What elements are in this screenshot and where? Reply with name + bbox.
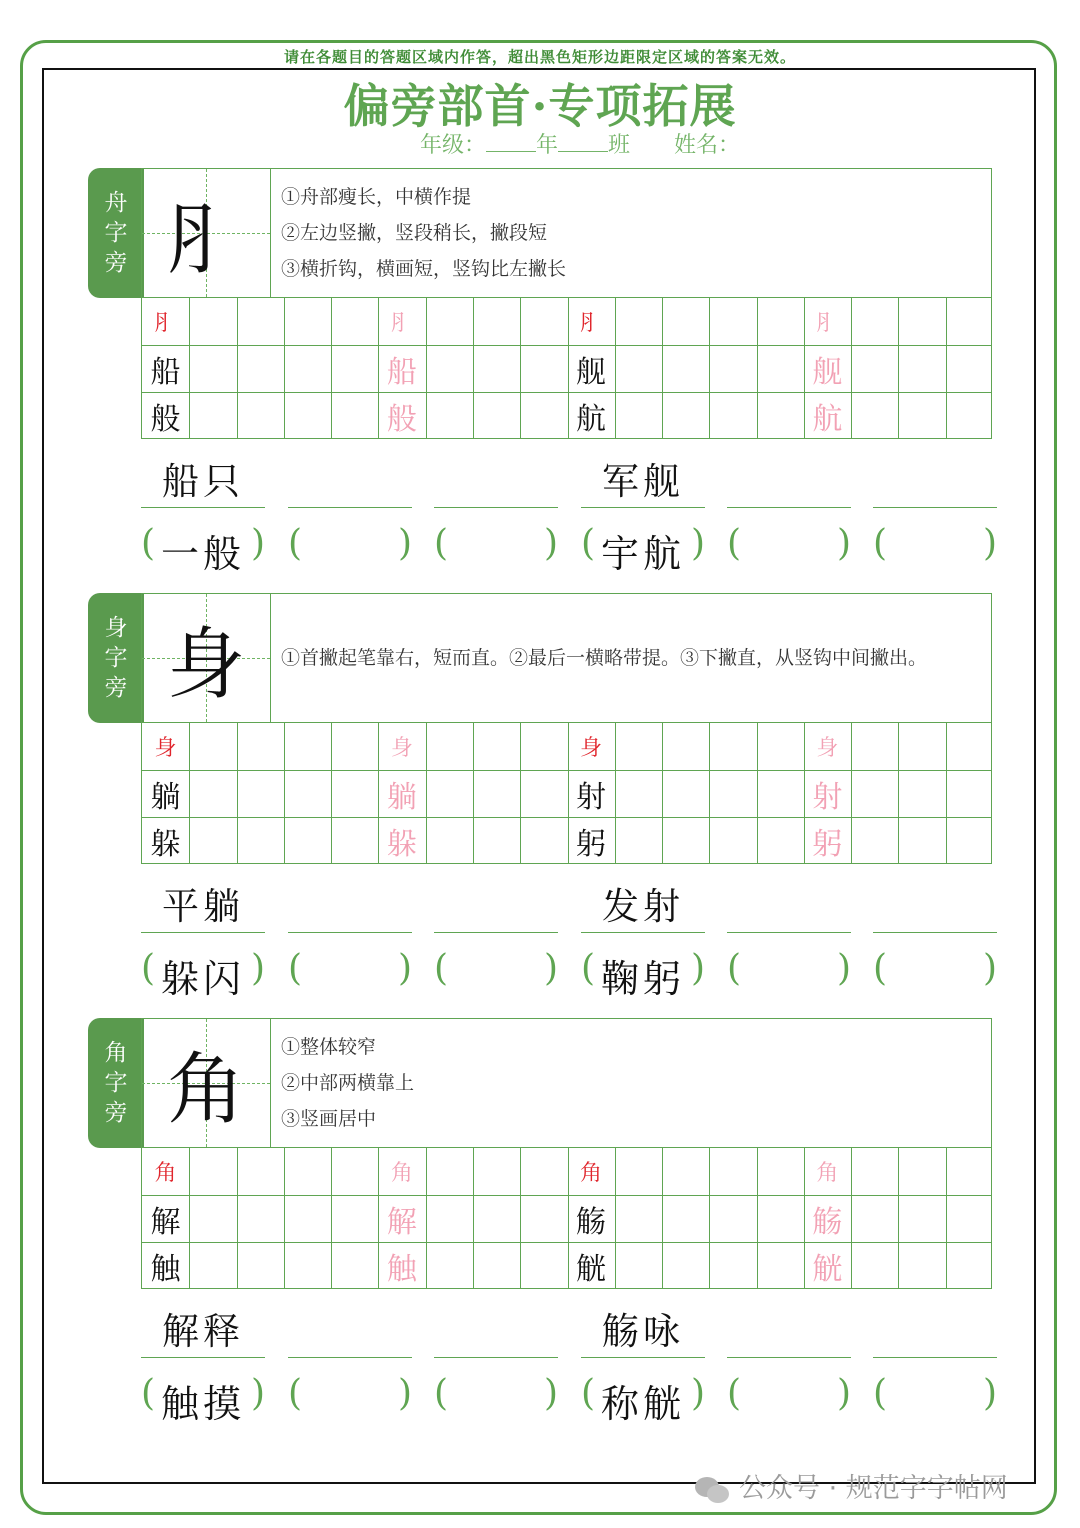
word-slot[interactable]: [873, 458, 997, 508]
writing-tips: [270, 1018, 992, 1148]
tab-char: 旁: [104, 1100, 128, 1126]
tab-char: 身: [104, 615, 128, 641]
left-paren: (: [581, 1373, 596, 1414]
right-paren: ): [543, 523, 558, 564]
tab-char: 舟: [104, 190, 128, 216]
right-paren: ): [690, 523, 705, 564]
paren-slot: [141, 1373, 265, 1426]
right-paren: ): [250, 523, 265, 564]
paren-slot: [581, 523, 705, 576]
name-label: 姓名：: [674, 133, 741, 158]
paren-slot: [141, 948, 265, 1001]
section-tab: [88, 593, 144, 723]
wechat-icon: [695, 1475, 731, 1505]
paren-row: [0, 523, 1080, 583]
radical-model-box: [141, 1018, 271, 1148]
grid-char: 身: [390, 736, 413, 761]
grid-char: ⺼: [580, 311, 603, 336]
tab-char: 旁: [104, 250, 128, 276]
radical-model-box: [141, 168, 271, 298]
paren-slot[interactable]: [288, 523, 412, 573]
paren-slot[interactable]: [873, 948, 997, 998]
page-title: 偏旁部首·专项拓展: [343, 79, 737, 133]
practice-grid[interactable]: [141, 297, 992, 439]
left-paren: (: [288, 948, 303, 989]
grid-char: 航: [576, 401, 607, 437]
grid-char: 角: [390, 1161, 413, 1186]
tip-line: ③横折钩，横画短，竖钩比左撇长: [281, 258, 567, 280]
right-paren: ): [982, 1373, 997, 1414]
left-paren: (: [727, 523, 742, 564]
grid-char: 射: [576, 779, 607, 815]
grid-char: 角: [580, 1161, 603, 1186]
left-paren: (: [727, 1373, 742, 1414]
student-info: [420, 128, 740, 159]
word-slot[interactable]: [434, 458, 558, 508]
year-label: 年: [536, 133, 559, 158]
grid-char: 角: [154, 1161, 177, 1186]
word-slot: 平躺: [141, 883, 265, 933]
right-paren: ): [690, 948, 705, 989]
class-label: 班: [608, 133, 631, 158]
paren-slot: [581, 1373, 705, 1426]
practice-grid[interactable]: [141, 722, 992, 864]
grid-char: 觞: [812, 1204, 843, 1240]
word-slot[interactable]: [288, 1308, 412, 1358]
left-paren: (: [141, 1373, 156, 1414]
tip-line: ②左边竖撇，竖段稍长，撇段短: [281, 222, 548, 244]
grid-char: 躬: [812, 826, 843, 862]
grid-char: 射: [812, 779, 843, 815]
left-paren: (: [873, 1373, 888, 1414]
grid-char: 躲: [386, 826, 417, 862]
grid-char: 躲: [150, 826, 181, 862]
writing-tips: [270, 593, 992, 723]
word-slot[interactable]: [727, 1308, 851, 1358]
section-tab: [88, 1018, 144, 1148]
left-paren: (: [434, 523, 449, 564]
right-paren: ): [250, 948, 265, 989]
right-paren: ): [543, 948, 558, 989]
right-paren: ): [836, 1373, 851, 1414]
radical-model-box: [141, 593, 271, 723]
left-paren: (: [141, 523, 156, 564]
grid-char: 躺: [386, 779, 417, 815]
radical-model-char: 身: [166, 620, 245, 710]
practice-grid[interactable]: [141, 1147, 992, 1289]
right-paren: ): [836, 948, 851, 989]
word-slot[interactable]: [873, 1308, 997, 1358]
right-paren: ): [836, 523, 851, 564]
paren-word: 一般: [160, 532, 245, 576]
left-paren: (: [873, 948, 888, 989]
grid-char: 解: [150, 1204, 181, 1240]
paren-slot[interactable]: [873, 1373, 997, 1423]
paren-row: [0, 1373, 1080, 1433]
grid-char: 躺: [150, 779, 181, 815]
tab-char: 字: [104, 645, 128, 671]
right-paren: ): [397, 523, 412, 564]
left-paren: (: [141, 948, 156, 989]
paren-slot[interactable]: [288, 1373, 412, 1423]
grade-label: 年级：: [420, 133, 487, 158]
grid-char: 般: [150, 401, 181, 437]
left-paren: (: [581, 523, 596, 564]
paren-word: 称觥: [600, 1382, 685, 1426]
grid-char: 身: [580, 736, 603, 761]
watermark-text: 公众号 · 规范字字帖网: [739, 1473, 1008, 1504]
left-paren: (: [727, 948, 742, 989]
tab-char: 角: [104, 1040, 128, 1066]
paren-slot[interactable]: [288, 948, 412, 998]
grid-char: 航: [812, 401, 843, 437]
left-paren: (: [288, 523, 303, 564]
grid-char: 般: [386, 401, 417, 437]
grid-char: 船: [386, 354, 417, 390]
grid-char: 觥: [812, 1251, 843, 1287]
paren-word: 躲闪: [160, 957, 245, 1001]
grid-char: ⺼: [390, 311, 413, 336]
grid-char: ⺼: [154, 311, 177, 336]
word-slot: 解释: [141, 1308, 265, 1358]
paren-slot[interactable]: [727, 1373, 851, 1423]
paren-slot[interactable]: [434, 948, 558, 998]
word-slot[interactable]: [727, 883, 851, 933]
paren-slot: [581, 948, 705, 1001]
word-slot[interactable]: [873, 883, 997, 933]
right-paren: ): [397, 948, 412, 989]
right-paren: ): [690, 1373, 705, 1414]
right-paren: ): [982, 523, 997, 564]
left-paren: (: [434, 948, 449, 989]
tip-line: ③竖画居中: [281, 1108, 377, 1130]
paren-word: 触摸: [160, 1382, 245, 1426]
left-paren: (: [288, 1373, 303, 1414]
tip-line: ②中部两横靠上: [281, 1072, 415, 1094]
class-blank[interactable]: [558, 133, 608, 152]
notice-text: 请在各题目的答题区域内作答，超出黑色矩形边距限定区域的答案无效。: [283, 48, 796, 66]
paren-slot[interactable]: [727, 523, 851, 573]
word-slot: 发射: [581, 883, 705, 933]
word-slot[interactable]: [288, 458, 412, 508]
word-slot[interactable]: [434, 1308, 558, 1358]
tab-char: 字: [104, 1070, 128, 1096]
word-row: [0, 883, 1080, 943]
tip-line: ①舟部瘦长，中横作提: [281, 186, 472, 208]
word-slot: 觞咏: [581, 1308, 705, 1358]
word-slot[interactable]: [434, 883, 558, 933]
tip-line: ①整体较窄: [281, 1036, 377, 1058]
watermark: [695, 1466, 1008, 1505]
paren-word: 鞠躬: [600, 957, 685, 1001]
word-row: [0, 1308, 1080, 1368]
tab-char: 旁: [104, 675, 128, 701]
word-slot[interactable]: [727, 458, 851, 508]
word-slot: 船只: [141, 458, 265, 508]
radical-model-char: ⺼: [166, 195, 245, 285]
word-row: [0, 458, 1080, 518]
word-slot[interactable]: [288, 883, 412, 933]
grid-char: 躬: [576, 826, 607, 862]
grid-char: 解: [386, 1204, 417, 1240]
grid-char: 觞: [576, 1204, 607, 1240]
grid-char: 触: [150, 1251, 181, 1287]
section-tab: [88, 168, 144, 298]
right-paren: ): [250, 1373, 265, 1414]
paren-slot: [141, 523, 265, 576]
tip-line: ①首撇起笔靠右，短而直。②最后一横略带提。③下撇直，从竖钩中间撇出。: [281, 647, 928, 669]
grid-char: 触: [386, 1251, 417, 1287]
grid-char: 角: [816, 1161, 839, 1186]
tab-char: 字: [104, 220, 128, 246]
paren-slot[interactable]: [727, 948, 851, 998]
word-slot: 军舰: [581, 458, 705, 508]
left-paren: (: [581, 948, 596, 989]
paren-slot[interactable]: [873, 523, 997, 573]
left-paren: (: [873, 523, 888, 564]
paren-slot[interactable]: [434, 523, 558, 573]
grade-blank[interactable]: [486, 133, 536, 152]
paren-slot[interactable]: [434, 1373, 558, 1423]
writing-tips: [270, 168, 992, 298]
paren-row: [0, 948, 1080, 1008]
paren-word: 宇航: [600, 532, 685, 576]
radical-model-char: 角: [166, 1045, 245, 1135]
grid-char: 舰: [812, 354, 843, 390]
grid-char: ⺼: [816, 311, 839, 336]
right-paren: ): [543, 1373, 558, 1414]
grid-char: 身: [154, 736, 177, 761]
right-paren: ): [982, 948, 997, 989]
grid-char: 身: [816, 736, 839, 761]
grid-char: 船: [150, 354, 181, 390]
grid-char: 舰: [576, 354, 607, 390]
left-paren: (: [434, 1373, 449, 1414]
right-paren: ): [397, 1373, 412, 1414]
grid-char: 觥: [576, 1251, 607, 1287]
